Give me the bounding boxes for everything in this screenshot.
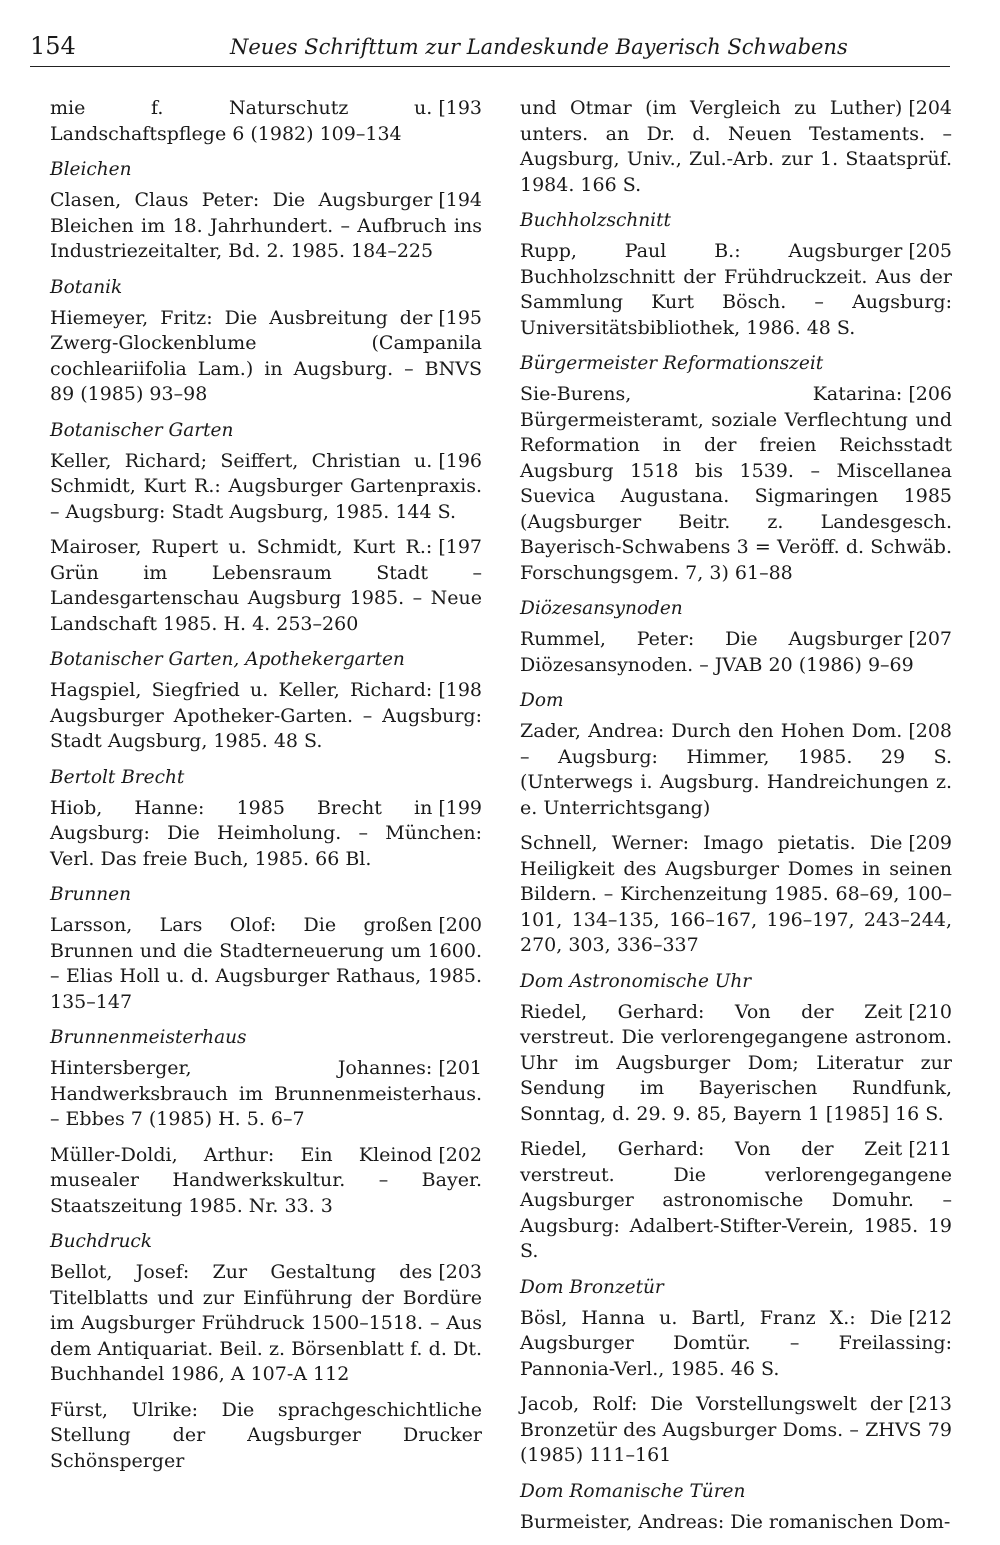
entry-text: Bellot, Josef: Zur Gestaltung des Titelblatts und zur Einführung der Bordüre im Augsburger Frühdruck 1500–1518. – Aus dem Antiquariat. Beil. z. Börsenblatt f. d. Dt. Buchhandel 1986, A 107-A 112 <box>50 1261 482 1385</box>
bibliography-entry <box>520 1392 952 1469</box>
bibliography-section <box>50 1025 482 1219</box>
bibliography-entry <box>520 1306 952 1383</box>
bibliography-section <box>50 1229 482 1474</box>
bibliography-section <box>520 688 952 959</box>
page-header <box>30 30 950 67</box>
bibliography-entry <box>50 1143 482 1220</box>
entry-text: Zader, Andrea: Durch den Hohen Dom. – Augsburg: Himmer, 1985. 29 S. (Unterwegs i. Augsburg. Handreichungen z. e. Unterrichtsgang) <box>520 720 952 819</box>
section-heading: Buchholzschnitt <box>520 210 671 231</box>
running-title: Neues Schrifttum zur Landeskunde Bayerisch Schwabens <box>230 35 848 59</box>
entry-number: [199 <box>438 796 482 819</box>
entry-number: [201 <box>438 1057 482 1079</box>
bibliography-entry <box>520 1000 952 1128</box>
section-heading: Botanik <box>50 276 123 298</box>
entry-text: Clasen, Claus Peter: Die Augsburger Bleichen im 18. Jahrhundert. – Aufbruch ins Industriezeitalter, Bd. 2. 1985. 184–225 <box>50 189 482 262</box>
entry-number: [206 <box>908 383 952 405</box>
entry-text: Sie-Burens, Katarina: Bürgermeisteramt, soziale Verflechtung und Reformation in der freien Reichsstadt Augsburg 1518 bis 1539. – Miscellanea Suevica Augustana. Sigmaringen 1985 (Augsburger Beitr. z. Landesgesch. Bayerisch-Schwabens 3 = Veröff. d. Schwäb. Forschungsgem. 7, 3) 61–88 <box>520 383 952 584</box>
entry-text: Burmeister, Andreas: Die romanischen Dom- <box>520 1510 951 1533</box>
bibliography-entry <box>520 96 952 198</box>
section-heading: Brunnenmeisterhaus <box>50 1027 247 1048</box>
bibliography-section <box>520 1275 952 1469</box>
section-heading: Botanischer Garten, Apothekergarten <box>50 649 405 670</box>
bibliography-section <box>520 351 952 586</box>
entry-text: Hintersberger, Johannes: Handwerksbrauch im Brunnenmeisterhaus. – Ebbes 7 (1985) H. 5. 6–7 <box>50 1057 482 1130</box>
entry-number: [198 <box>438 679 482 701</box>
entry-number: [210 <box>908 1000 952 1023</box>
bibliography-section <box>50 882 482 1015</box>
section-heading: Bertolt Brecht <box>50 766 185 788</box>
bibliography-section <box>520 96 952 198</box>
entry-number: [194 <box>438 189 482 211</box>
bibliography-section <box>520 969 952 1265</box>
entry-text: Hiemeyer, Fritz: Die Ausbreitung der Zwerg-Glockenblume (Campanila cochleariifolia Lam.) in Augsburg. – BNVS 89 (1985) 93–98 <box>50 306 482 405</box>
bibliography-entry <box>520 239 952 341</box>
entry-text: Jacob, Rolf: Die Vorstellungswelt der Bronzetür des Augsburger Doms. – ZHVS 79 (1985) 111–161 <box>520 1393 952 1466</box>
entry-text: Schnell, Werner: Imago pietatis. Die Heiligkeit des Augsburger Domes in seinen Bildern. – Kirchenzeitung 1985. 68–69, 100–101, 134–135, 166–167, 196–197, 243–244, 270, 303, 336–337 <box>520 832 952 956</box>
bibliography-section <box>520 596 952 678</box>
bibliography-entry <box>50 449 482 526</box>
entry-text: Rupp, Paul B.: Augsburger Buchholzschnitt der Frühdruckzeit. Aus der Sammlung Kurt Bösch. – Augsburg: Universitätsbibliothek, 1986. 48 S. <box>520 240 952 339</box>
entry-number: [195 <box>438 306 482 329</box>
bibliography-entry <box>520 831 952 959</box>
entry-text: Müller-Doldi, Arthur: Ein Kleinod musealer Handwerkskultur. – Bayer. Staatszeitung 1985. Nr. 33. 3 <box>50 1143 482 1217</box>
bibliography-entry <box>520 1137 952 1265</box>
entry-text: Mairoser, Rupert u. Schmidt, Kurt R.: Grün im Lebensraum Stadt – Landesgartenschau Augsburg 1985. – Neue Landschaft 1985. H. 4. 253–260 <box>50 536 482 635</box>
entry-text: Rummel, Peter: Die Augsburger Diözesansynoden. – JVAB 20 (1986) 9–69 <box>520 628 914 676</box>
entry-text: mie f. Naturschutz u. Landschaftspflege 6 (1982) 109–134 <box>50 97 433 145</box>
entry-text: Larsson, Lars Olof: Die großen Brunnen und die Stadterneuerung um 1600. – Elias Holl u. d. Augsburger Rathaus, 1985. 135–147 <box>50 914 482 1013</box>
entry-text: Bösl, Hanna u. Bartl, Franz X.: Die Augsburger Domtür. – Freilassing: Pannonia-Verl., 1985. 46 S. <box>520 1306 952 1380</box>
entry-number: [193 <box>438 97 482 119</box>
entry-text: Keller, Richard; Seiffert, Christian u. Schmidt, Kurt R.: Augsburger Gartenpraxis. – Augsburg: Stadt Augsburg, 1985. 144 S. <box>50 449 482 523</box>
entry-number: [209 <box>908 832 952 854</box>
section-heading: Dom <box>520 690 564 711</box>
bibliography-section <box>520 1479 952 1536</box>
section-heading: Dom Bronzetür <box>520 1276 664 1298</box>
entry-number: [213 <box>908 1393 952 1415</box>
section-heading: Diözesansynoden <box>520 598 683 619</box>
bibliography-section <box>50 275 482 408</box>
section-heading: Buchdruck <box>50 1231 152 1252</box>
section-heading: Bleichen <box>50 159 132 180</box>
bibliography-entry <box>50 1260 482 1388</box>
entry-number: [196 <box>438 449 482 472</box>
bibliography-entry <box>50 913 482 1015</box>
section-heading: Botanischer Garten <box>50 419 234 441</box>
bibliography-entry <box>50 96 482 147</box>
entry-text: Hagspiel, Siegfried u. Keller, Richard: Augsburger Apotheker-Garten. – Augsburg: Stadt Augsburg, 1985. 48 S. <box>50 679 482 752</box>
section-heading: Dom Astronomische Uhr <box>520 970 752 992</box>
bibliography-entry <box>50 678 482 755</box>
entry-number: [204 <box>908 97 952 119</box>
entry-text: Riedel, Gerhard: Von der Zeit verstreut. Die verlorengegangene astronom. Uhr im Augsburger Dom; Literatur zur Sendung im Bayerischen Rundfunk, Sonntag, d. 29. 9. 85, Bayern 1 [1985] 16 S. <box>520 1000 952 1125</box>
bibliography-entry <box>50 1398 482 1475</box>
entry-number: [207 <box>908 628 952 650</box>
right-column <box>520 96 952 1545</box>
page-number: 154 <box>30 32 76 60</box>
entry-number: [197 <box>438 536 482 558</box>
bibliography-section <box>50 96 482 147</box>
bibliography-section <box>50 418 482 638</box>
left-column <box>50 96 482 1484</box>
entry-number: [205 <box>908 240 952 262</box>
bibliography-entry <box>520 1510 952 1536</box>
bibliography-section <box>50 765 482 873</box>
bibliography-section <box>520 208 952 341</box>
bibliography-entry <box>50 188 482 265</box>
entry-number: [211 <box>908 1138 952 1160</box>
entry-text: Riedel, Gerhard: Von der Zeit verstreut. Die verlorengegangene Augsburger astronomische Domuhr. – Augsburg: Adalbert-Stifter-Verein, 1985. 19 S. <box>520 1138 952 1262</box>
entry-number: [208 <box>908 720 952 742</box>
section-heading: Brunnen <box>50 884 132 905</box>
entry-number: [200 <box>438 914 482 936</box>
entry-number: [203 <box>438 1261 482 1283</box>
bibliography-entry <box>50 1056 482 1133</box>
section-heading: Bürgermeister Reformationszeit <box>520 353 824 374</box>
bibliography-entry <box>520 719 952 821</box>
bibliography-entry <box>50 306 482 408</box>
bibliography-section <box>50 647 482 755</box>
section-heading: Dom Romanische Türen <box>520 1480 746 1502</box>
bibliography-entry <box>520 382 952 586</box>
entry-number: [202 <box>438 1143 482 1166</box>
entry-text: Hiob, Hanne: 1985 Brecht in Augsburg: Die Heimholung. – München: Verl. Das freie Buch, 1985. 66 Bl. <box>50 796 482 870</box>
entry-text: Fürst, Ulrike: Die sprachgeschichtliche Stellung der Augsburger Drucker Schönsperger <box>50 1398 482 1472</box>
bibliography-entry <box>520 627 952 678</box>
bibliography-section <box>50 157 482 265</box>
bibliography-entry <box>50 535 482 637</box>
bibliography-entry <box>50 796 482 873</box>
entry-number: [212 <box>908 1306 952 1329</box>
entry-text: und Otmar (im Vergleich zu Luther) unters. an Dr. d. Neuen Testaments. – Augsburg, Univ., Zul.-Arb. zur 1. Staatsprüf. 1984. 166 S. <box>520 97 952 196</box>
